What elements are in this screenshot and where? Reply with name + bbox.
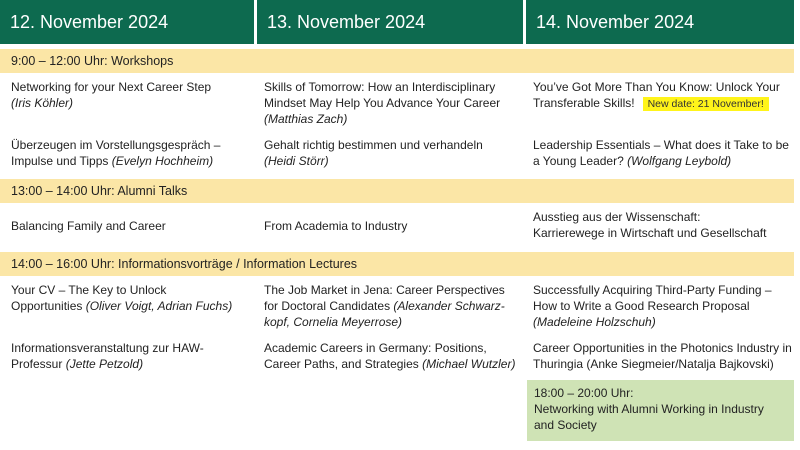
session-haw-professur bbox=[11, 340, 211, 372]
session-networking-career-step bbox=[11, 79, 249, 111]
session-speaker: (Madeleine Holzschuh) bbox=[533, 315, 656, 329]
session-title: From Academia to Industry bbox=[264, 219, 408, 233]
session-title: Überzeugen im Vorstellungsgespräch – Impulse und Tipps bbox=[11, 138, 221, 168]
section-information-lectures: 14:00 – 16:00 Uhr: Informationsvorträge / Information Lectures bbox=[0, 252, 794, 276]
session-leadership-essentials bbox=[533, 137, 794, 169]
session-third-party-funding bbox=[533, 282, 773, 330]
session-academic-careers-germany bbox=[264, 340, 522, 372]
session-title: Academic Careers in Germany: Positions, Career Paths, and Strategies bbox=[264, 341, 487, 371]
session-title: Networking for your Next Career Step bbox=[11, 80, 212, 94]
session-speaker: (Michael Wutzler) bbox=[422, 357, 516, 371]
section-workshops: 9:00 – 12:00 Uhr: Workshops bbox=[0, 49, 794, 73]
evening-networking-box bbox=[527, 380, 794, 441]
session-title: Leadership Essentials – What does it Take to be a Young Leader? bbox=[533, 138, 789, 168]
session-title: Gehalt richtig bestimmen und verhandeln bbox=[264, 138, 483, 152]
section-alumni-talks: 13:00 – 14:00 Uhr: Alumni Talks bbox=[0, 179, 794, 203]
session-title: Informationsveranstaltung zur HAW-Professur bbox=[11, 341, 204, 371]
session-speaker: (Heidi Störr) bbox=[264, 154, 329, 168]
session-title: The Job Market in Jena: Career Perspectives for Doctoral Candidates bbox=[264, 283, 505, 313]
session-title: Skills of Tomorrow: How an Interdisciplinary Mindset May Help You Advance Your Career bbox=[264, 80, 501, 110]
session-balancing-family-career bbox=[11, 218, 249, 234]
session-your-cv bbox=[11, 282, 233, 314]
session-academia-to-industry bbox=[264, 218, 522, 234]
session-vorstellungsgespraech bbox=[11, 137, 249, 169]
session-title: Career Opportunities in the Photonics Industry in Thuringia (Anke Siegmeier/Natalja Bajkovski) bbox=[533, 341, 792, 371]
session-title: Your CV – The Key to Unlock Opportunities bbox=[11, 283, 167, 313]
day-header-14-nov: 14. November 2024 bbox=[526, 0, 794, 44]
session-speaker: (Matthias Zach) bbox=[264, 112, 348, 126]
session-speaker: (Iris Köhler) bbox=[11, 96, 74, 110]
day-header-12-nov: 12. November 2024 bbox=[0, 0, 254, 44]
session-photonics-industry bbox=[533, 340, 794, 372]
session-gehalt-verhandeln bbox=[264, 137, 522, 169]
day-header-13-nov: 13. November 2024 bbox=[257, 0, 523, 44]
session-speaker: (Jette Petzold) bbox=[65, 357, 144, 371]
session-title: Balancing Family and Career bbox=[11, 219, 166, 233]
session-speaker: (Oliver Voigt, Adrian Fuchs) bbox=[85, 299, 233, 313]
evening-time: 18:00 – 20:00 Uhr: bbox=[534, 386, 634, 400]
session-speaker: (Alexander Schwarz-kopf, Cornelia Meyerrose) bbox=[264, 299, 505, 329]
session-transferable-skills bbox=[533, 79, 794, 111]
session-title: Ausstieg aus der Wissenschaft: Karrierewege in Wirtschaft und Gesellschaft bbox=[533, 210, 767, 240]
session-title: You’ve Got More Than You Know: Unlock Your Transferable Skills! bbox=[533, 80, 780, 110]
session-ausstieg-wissenschaft bbox=[533, 209, 773, 241]
session-speaker: (Evelyn Hochheim) bbox=[111, 154, 214, 168]
new-date-badge: New date: 21 November! bbox=[643, 97, 769, 111]
session-title: Successfully Acquiring Third-Party Funding – How to Write a Good Research Proposal bbox=[533, 283, 772, 313]
evening-title: Networking with Alumni Working in Industry and Society bbox=[534, 402, 764, 432]
session-skills-of-tomorrow bbox=[264, 79, 522, 127]
session-job-market-jena bbox=[264, 282, 516, 330]
session-speaker: (Wolfgang Leybold) bbox=[627, 154, 732, 168]
